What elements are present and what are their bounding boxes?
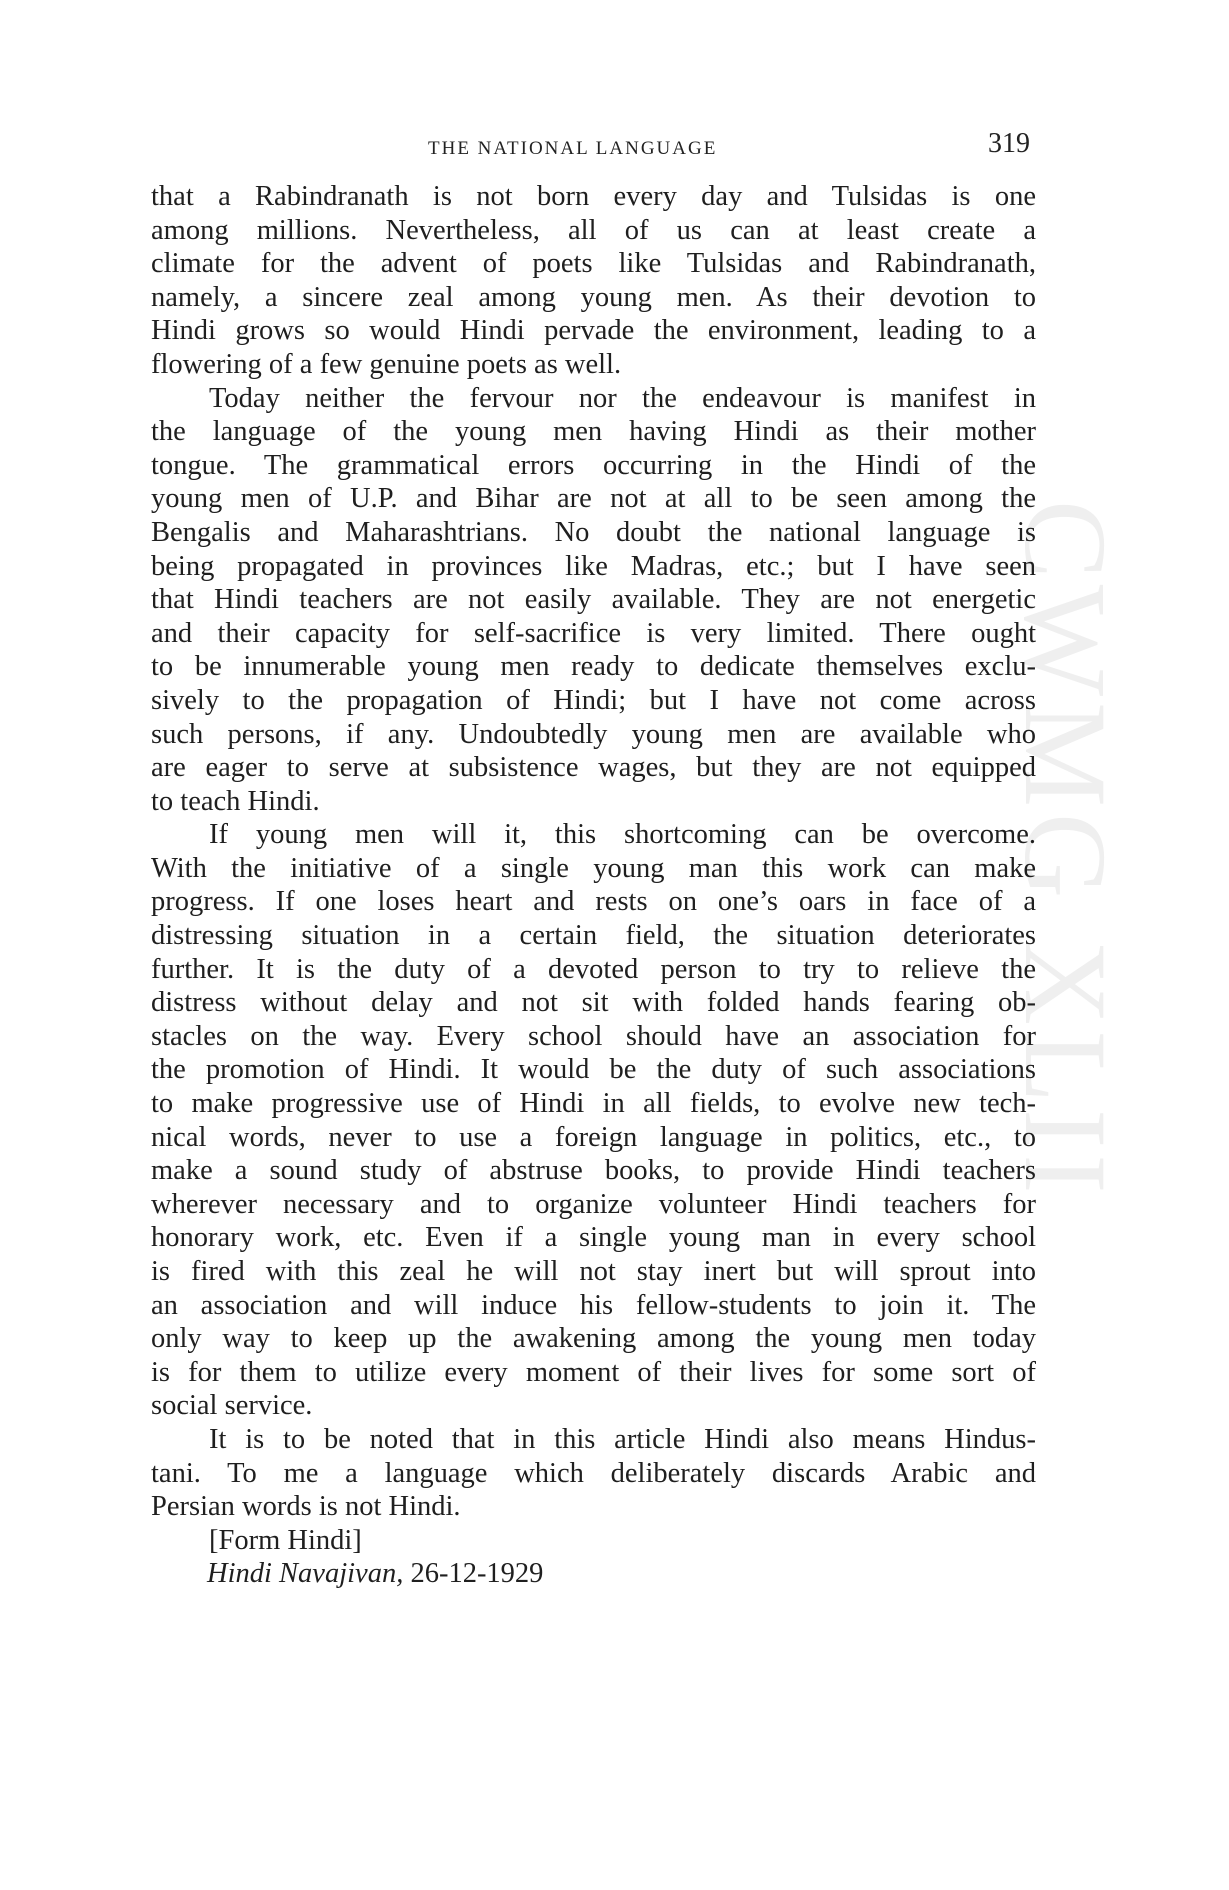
text-line: tani. To me a language which deliberately discards Arabic and bbox=[151, 1457, 1036, 1489]
text-line: such persons, if any. Undoubtedly young men are available who bbox=[151, 718, 1036, 750]
text-line: is fired with this zeal he will not stay inert but will sprout into bbox=[151, 1256, 1036, 1287]
text-line: With the initiative of a single young man this work can make bbox=[151, 852, 1036, 884]
text-line: an association and will induce his fellow-students to join it. The bbox=[151, 1289, 1036, 1321]
text-line: Hindi grows so would Hindi pervade the environment, leading to a bbox=[151, 315, 1036, 347]
text-line: to make progressive use of Hindi in all fields, to evolve new tech- bbox=[151, 1088, 1036, 1120]
text-line: young men of U.P. and Bihar are not at all to be seen among the bbox=[151, 483, 1036, 515]
text-line: flowering of a few genuine poets as well. bbox=[151, 348, 622, 380]
paragraph-2 bbox=[151, 382, 1036, 819]
text-line: If young men will it, this shortcoming can be overcome. bbox=[209, 819, 1036, 851]
text-line: to be innumerable young men ready to dedicate themselves exclu- bbox=[151, 651, 1036, 683]
text-line: namely, a sincere zeal among young men. As their devotion to bbox=[151, 281, 1036, 313]
publication-date: 26-12-1929 bbox=[410, 1558, 544, 1590]
text-line: distressing situation in a certain field, the situation deteriorates bbox=[151, 920, 1036, 952]
text-line: that a Rabindranath is not born every day and Tulsidas is one bbox=[151, 181, 1036, 212]
page-number: 319 bbox=[988, 128, 1030, 159]
text-line: honorary work, etc. Even if a single young man in every school bbox=[151, 1222, 1036, 1254]
text-line: make a sound study of abstruse books, to provide Hindi teachers bbox=[151, 1155, 1036, 1187]
running-title: THE NATIONAL LANGUAGE bbox=[428, 138, 718, 159]
form-note: [Form Hindi] bbox=[209, 1524, 362, 1556]
publication-title: Hindi Navajivan, bbox=[207, 1558, 404, 1590]
text-line: that Hindi teachers are not easily available. They are not energetic bbox=[151, 584, 1036, 616]
text-line: and their capacity for self-sacrifice is very limited. There ought bbox=[151, 617, 1036, 649]
text-line: is for them to utilize every moment of their lives for some sort of bbox=[151, 1356, 1036, 1388]
text-line: stacles on the way. Every school should have an association for bbox=[151, 1020, 1036, 1052]
paragraph-4 bbox=[151, 1423, 1036, 1524]
citation bbox=[151, 1557, 1036, 1591]
text-line: nical words, never to use a foreign language in politics, etc., to bbox=[151, 1121, 1036, 1153]
watermark: CWMG XLII bbox=[1000, 500, 1131, 1200]
text-line: are eager to serve at subsistence wages, but they are not equipped bbox=[151, 752, 1036, 784]
text-line: the language of the young men having Hindi as their mother bbox=[151, 416, 1036, 448]
text-line: the promotion of Hindi. It would be the duty of such associations bbox=[151, 1054, 1036, 1086]
text-line: Today neither the fervour nor the endeavour is manifest in bbox=[209, 382, 1036, 414]
text-line: being propagated in provinces like Madras, etc.; but I have seen bbox=[151, 550, 1036, 582]
text-line: among millions. Nevertheless, all of us can at least create a bbox=[151, 214, 1036, 246]
paragraph-1 bbox=[151, 180, 1036, 382]
text-line: Bengalis and Maharashtrians. No doubt the national language is bbox=[151, 516, 1036, 548]
text-line: climate for the advent of poets like Tulsidas and Rabindranath, bbox=[151, 248, 1036, 280]
text-line: to teach Hindi. bbox=[151, 785, 320, 817]
running-header bbox=[150, 128, 1030, 168]
text-line: only way to keep up the awakening among the young men today bbox=[151, 1323, 1036, 1355]
text-line: wherever necessary and to organize volunteer Hindi teachers for bbox=[151, 1188, 1036, 1220]
text-line: distress without delay and not sit with folded hands fearing ob- bbox=[151, 987, 1036, 1019]
text-line: tongue. The grammatical errors occurring in the Hindi of the bbox=[151, 449, 1036, 481]
source-note bbox=[151, 1524, 1036, 1591]
text-line: Persian words is not Hindi. bbox=[151, 1491, 461, 1523]
text-line: progress. If one loses heart and rests on one’s oars in face of a bbox=[151, 886, 1036, 918]
paragraph-3 bbox=[151, 818, 1036, 1423]
text-line: sively to the propagation of Hindi; but I have not come across bbox=[151, 684, 1036, 716]
text-line: further. It is the duty of a devoted person to try to relieve the bbox=[151, 953, 1036, 985]
body-text bbox=[151, 180, 1036, 1591]
text-line: social service. bbox=[151, 1390, 313, 1422]
text-line: It is to be noted that in this article Hindi also means Hindus- bbox=[209, 1423, 1036, 1455]
